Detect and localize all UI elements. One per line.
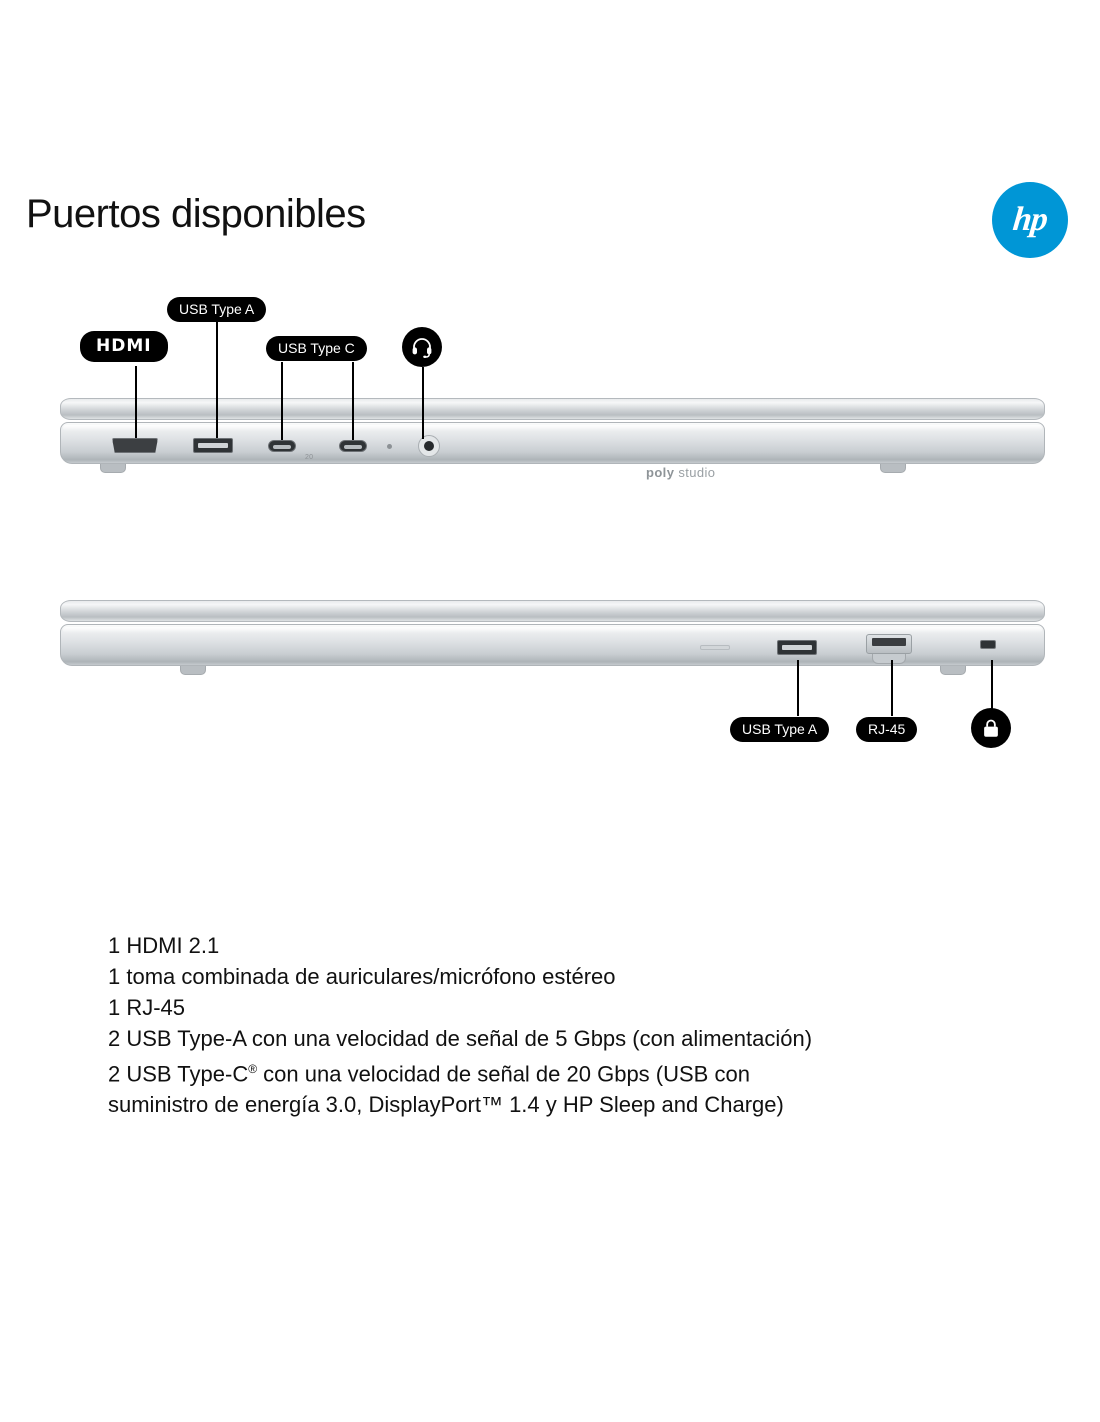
port-security-lock-slot [980,640,996,649]
leader-line-hdmi [135,366,137,438]
spec-item: 1 toma combinada de auriculares/micrófono estéreo [108,964,616,989]
callout-usb-type-a-right: USB Type A [730,717,829,742]
port-usb-c-1 [268,440,296,452]
status-led [387,444,392,449]
specs-list [108,930,1008,1120]
laptop-foot [940,666,966,675]
card-slot [700,645,730,650]
headset-icon [410,335,434,359]
laptop-lid [60,600,1045,622]
hp-logo-text: hp [1011,201,1049,238]
callout-hdmi: HDMI [80,331,168,362]
laptop-left-side-view [60,398,1045,498]
port-usb-a [193,438,233,453]
port-rj45 [866,634,912,654]
callout-headset [402,327,442,367]
callout-lock [971,708,1011,748]
leader-line-usb-a-left [216,322,218,438]
port-usb-a-right [777,640,817,655]
leader-line-usb-c-1 [281,362,283,440]
port-usb-c-2 [339,440,367,452]
lock-icon [980,717,1002,739]
callout-usb-type-c-left: USB Type C [266,336,367,361]
spec-usb-c-post: con una velocidad de señal de 20 Gbps (USB con [257,1061,750,1087]
leader-line-usb-a-right [797,660,799,716]
spec-item: 1 HDMI 2.1 [108,933,220,958]
laptop-right-side-view [60,600,1045,700]
callout-rj45: RJ-45 [856,717,917,742]
laptop-foot [180,666,206,675]
leader-line-rj45 [891,660,893,716]
callout-usb-type-a-left: USB Type A [167,297,266,322]
usb-c-speed-marking: 20 [305,454,314,461]
laptop-foot [100,464,126,473]
port-hdmi [112,438,158,453]
spec-item-usb-c-continued: suministro de energía 3.0, DisplayPort™ 1.4 y HP Sleep and Charge) [108,1092,784,1118]
leader-line-lock [991,660,993,710]
laptop-lid [60,398,1045,420]
leader-line-usb-c-2 [352,362,354,440]
laptop-foot [880,464,906,473]
spec-usb-c-pre: 2 USB Type-C [108,1061,249,1087]
spec-item: 2 USB Type-A con una velocidad de señal de 5 Gbps (con alimentación) [108,1026,813,1051]
spec-item: 1 RJ-45 [108,995,186,1020]
poly-studio-print: poly studio [646,465,716,480]
registered-mark: ® [248,1062,258,1076]
leader-line-headset [422,367,424,439]
rj45-flap [872,654,906,664]
spec-item-usb-c [108,1054,1008,1089]
hp-logo [992,182,1068,258]
page-title: Puertos disponibles [26,192,366,236]
